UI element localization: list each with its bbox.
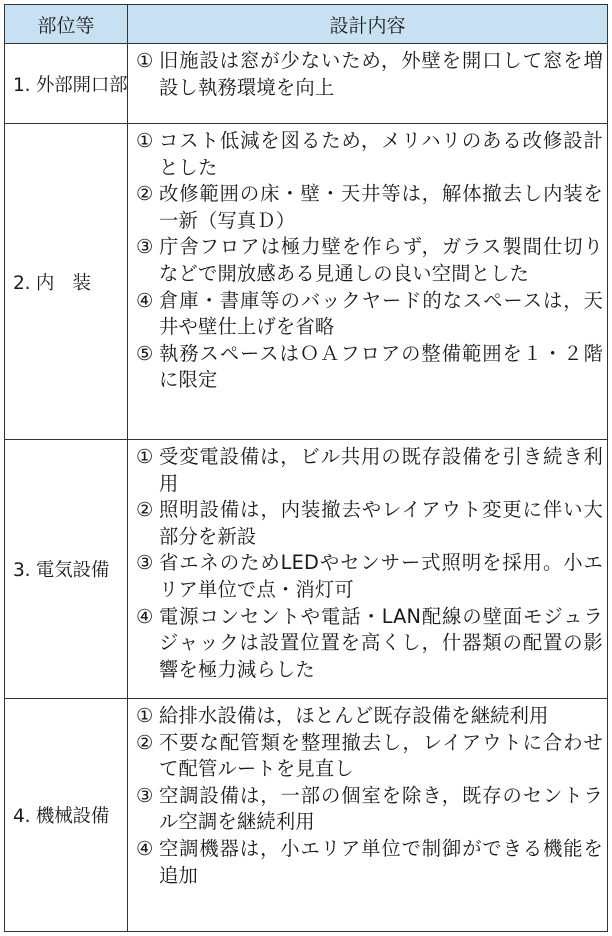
row-part-label: 2. 内 装	[5, 124, 128, 440]
list-item	[136, 341, 603, 394]
list-item	[136, 783, 603, 836]
item-number: ③	[136, 235, 154, 259]
item-text: 庁舎フロアは極力壁を作らず，ガラス製間仕切りなどで開放感ある見通しの良い空間とした	[159, 235, 603, 285]
list-item	[136, 836, 603, 889]
row-content	[128, 699, 608, 932]
table-header-row	[5, 5, 608, 44]
header-part: 部位等	[5, 5, 128, 44]
item-number: ①	[136, 704, 154, 727]
list-item	[136, 48, 603, 101]
table-row	[5, 124, 608, 440]
list-item	[136, 604, 603, 684]
item-text: 不要な配管類を整理撤去し，レイアウトに合わせて配管ルートを見直し	[159, 730, 603, 781]
row-content	[128, 44, 608, 124]
item-text: 給排水設備は，ほとんど既存設備を継続利用	[159, 704, 549, 727]
table-row	[5, 699, 608, 932]
item-text: 省エネのためLEDやセンサー式照明を採用。小エリア単位で点・消灯可	[159, 551, 603, 601]
row-content	[128, 440, 608, 699]
row-part-label: 4. 機械設備	[5, 699, 128, 932]
item-number: ①	[136, 445, 154, 468]
row-part-label: 3. 電気設備	[5, 440, 128, 699]
item-text: 空調機器は，小エリア単位で制御ができる機能を追加	[159, 836, 603, 887]
item-number: ②	[136, 182, 154, 206]
list-item	[136, 234, 603, 287]
table-row	[5, 44, 608, 124]
header-design-content: 設計内容	[128, 5, 608, 44]
item-number: ④	[136, 288, 154, 312]
item-number: ⑤	[136, 341, 154, 365]
list-item	[136, 703, 603, 730]
item-number: ③	[136, 783, 154, 807]
item-number: ②	[136, 730, 154, 754]
list-item	[136, 730, 603, 783]
design-content-table	[4, 4, 608, 932]
item-text: 電源コンセントや電話・LAN配線の壁面モジュラジャックは設置位置を高くし，什器類の配置の影響を極力減らした	[159, 604, 603, 681]
item-number: ④	[136, 604, 154, 628]
item-text: 受変電設備は，ビル共用の既存設備を引き続き利用	[159, 445, 603, 495]
row-content	[128, 124, 608, 440]
item-number: ①	[136, 129, 154, 152]
list-item	[136, 444, 603, 497]
item-text: 空調設備は，一部の個室を除き，既存のセントラル空調を継続利用	[159, 783, 603, 834]
item-text: 倉庫・書庫等のバックヤード的なスペースは，天井や壁仕上げを省略	[159, 288, 603, 339]
item-text: 改修範囲の床・壁・天井等は，解体撤去し内装を一新（写真Ｄ）	[159, 182, 603, 232]
row-part-label: 1. 外部開口部	[5, 44, 128, 124]
item-number: ④	[136, 836, 154, 860]
item-text: 旧施設は窓が少ないため，外壁を開口して窓を増設し執務環境を向上	[159, 49, 603, 99]
item-number: ②	[136, 498, 154, 522]
item-text: 照明設備は，内装撤去やレイアウト変更に伴い大部分を新設	[159, 498, 603, 548]
list-item	[136, 288, 603, 341]
list-item	[136, 550, 603, 603]
list-item	[136, 497, 603, 550]
item-number: ①	[136, 49, 154, 72]
item-text: 執務スペースはＯＡフロアの整備範囲を１・２階に限定	[159, 341, 603, 392]
list-item	[136, 128, 603, 181]
table-row	[5, 440, 608, 699]
item-number: ③	[136, 551, 154, 575]
item-text: コスト低減を図るため，メリハリのある改修設計とした	[159, 129, 603, 179]
list-item	[136, 181, 603, 234]
